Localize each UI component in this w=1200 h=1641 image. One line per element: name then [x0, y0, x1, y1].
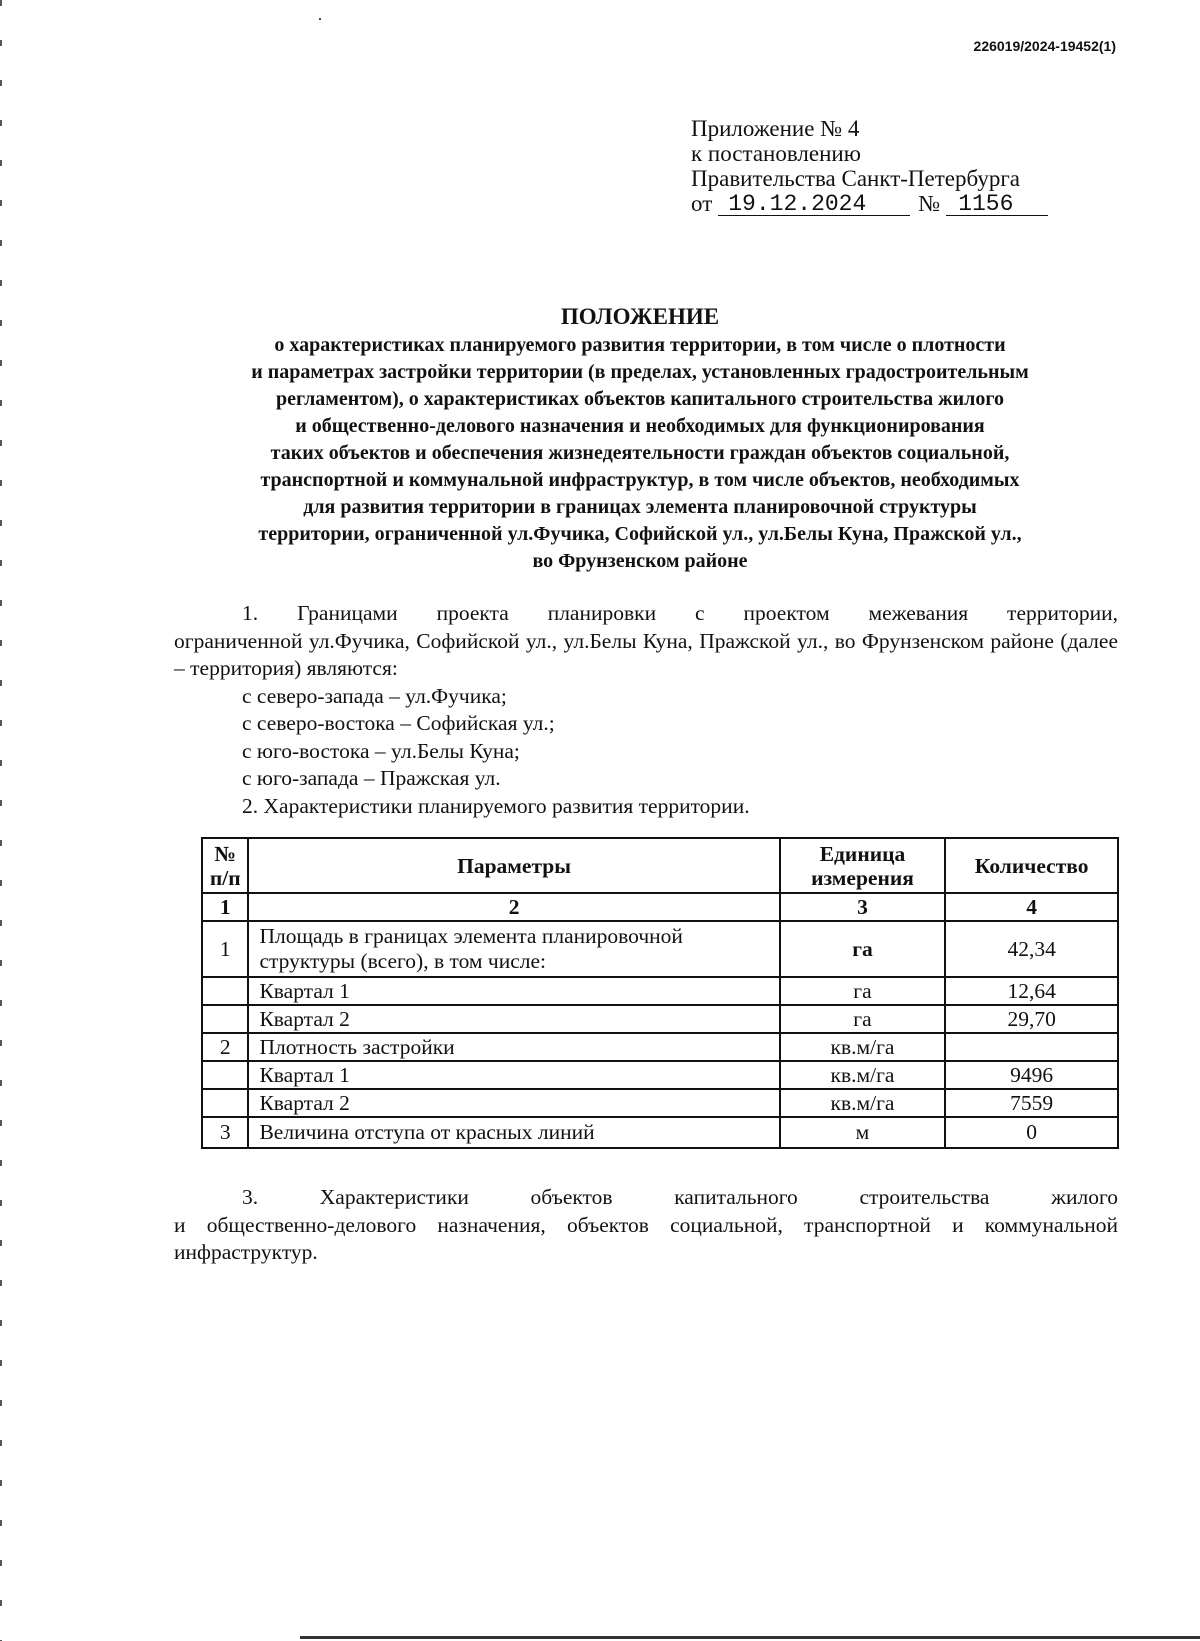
title-line: территории, ограниченной ул.Фучика, Софийской ул., ул.Белы Куна, Пражской ул.,	[258, 523, 1022, 545]
row-parameter: Площадь в границах элемента планировочной структуры (всего), в том числе:	[248, 921, 779, 977]
row-unit: кв.м/га	[780, 1089, 946, 1117]
resolution-number: 1156	[946, 193, 1048, 216]
row-parameter: Величина отступа от красных линий	[248, 1117, 779, 1148]
row-parameter: Квартал 2	[248, 1089, 779, 1117]
appendix-date-row	[691, 191, 1048, 216]
row-number	[202, 1061, 248, 1089]
row-number	[202, 1005, 248, 1033]
table-row	[202, 1061, 1118, 1089]
table-row	[202, 1005, 1118, 1033]
header-number: № п/п	[202, 838, 248, 893]
row-quantity: 12,64	[945, 977, 1118, 1005]
row-quantity: 9496	[945, 1061, 1118, 1089]
title-line: о характеристиках планируемого развития территории, в том числе о плотности	[274, 334, 1006, 356]
title-line: таких объектов и обеспечения жизнедеятельности граждан объектов социальной,	[270, 442, 1010, 464]
row-unit: кв.м/га	[780, 1061, 946, 1089]
title-subtitle	[160, 332, 1120, 575]
from-label: от	[691, 191, 713, 216]
column-number: 1	[202, 893, 248, 921]
title-line: и параметрах застройки территории (в пределах, установленных градостроительным	[251, 361, 1029, 383]
row-quantity: 7559	[945, 1089, 1118, 1117]
row-unit: кв.м/га	[780, 1033, 946, 1061]
section-1	[174, 600, 1118, 820]
number-label: №	[918, 191, 941, 216]
title-line: во Фрунзенском районе	[532, 550, 748, 572]
row-parameter: Плотность застройки	[248, 1033, 779, 1061]
column-number: 2	[248, 893, 779, 921]
table-row	[202, 1033, 1118, 1061]
title-line: регламентом), о характеристиках объектов капитального строительства жилого	[276, 388, 1004, 410]
row-parameter: Квартал 2	[248, 1005, 779, 1033]
row-number	[202, 1089, 248, 1117]
row-parameter: Квартал 1	[248, 977, 779, 1005]
column-number: 4	[945, 893, 1118, 921]
title-line: для развития территории в границах элемента планировочной структуры	[303, 496, 977, 518]
table-row	[202, 1117, 1118, 1148]
appendix-line-2: к постановлению	[691, 141, 861, 166]
boundary-item: с северо-востока – Софийская ул.;	[242, 711, 555, 735]
boundary-item: с северо-запада – ул.Фучика;	[242, 683, 507, 708]
row-unit: га	[780, 977, 946, 1005]
table-column-numbers-row	[202, 893, 1118, 921]
row-number	[202, 977, 248, 1005]
header-unit: Единица измерения	[780, 838, 946, 893]
section-2-heading: 2. Характеристики планируемого развития территории.	[242, 793, 750, 818]
table-row	[202, 977, 1118, 1005]
boundary-item: с юго-запада – Пражская ул.	[242, 766, 501, 790]
row-unit: га	[780, 921, 946, 977]
title-line: транспортной и коммунальной инфраструктур, в том числе объектов, необходимых	[260, 469, 1020, 491]
registration-number: 226019/2024-19452(1)	[973, 38, 1116, 54]
scan-speck	[319, 18, 321, 20]
row-quantity: 29,70	[945, 1005, 1118, 1033]
row-parameter: Квартал 1	[248, 1061, 779, 1089]
row-quantity: 0	[945, 1117, 1118, 1148]
title-line: и общественно-делового назначения и необходимых для функционирования	[295, 415, 985, 437]
resolution-date: 19.12.2024	[718, 193, 910, 216]
section-1-text: ограниченной ул.Фучика, Софийской ул., ул.Белы Куна, Пражской ул., во Фрунзенском районе (далее – территория) являются:	[174, 628, 1118, 680]
section-3-text: и общественно-делового назначения, объектов социальной, транспортной и коммунальной инфраструктур.	[174, 1212, 1118, 1264]
boundary-item: с юго-востока – ул.Белы Куна;	[242, 738, 520, 763]
section-1-first-line: 1. Границами проекта планировки с проектом межевания территории,	[242, 601, 1118, 625]
appendix-line-1: Приложение № 4	[691, 116, 860, 141]
row-quantity: 42,34	[945, 921, 1118, 977]
table-row	[202, 1089, 1118, 1117]
row-quantity	[945, 1033, 1118, 1061]
table-header-row	[202, 838, 1118, 893]
scan-bottom-edge	[300, 1636, 1200, 1639]
appendix-line-3: Правительства Санкт-Петербурга	[691, 166, 1020, 191]
row-number: 1	[202, 921, 248, 977]
row-number: 2	[202, 1033, 248, 1061]
row-unit: м	[780, 1117, 946, 1148]
section-3	[174, 1184, 1118, 1267]
table-row	[202, 921, 1118, 977]
characteristics-table	[201, 837, 1119, 1149]
row-number: 3	[202, 1117, 248, 1148]
header-quantity: Количество	[945, 838, 1118, 893]
document-title	[160, 302, 1120, 575]
scan-edge-artifact	[0, 0, 2, 1641]
section-3-first-line: 3. Характеристики объектов капитального строительства жилого	[242, 1185, 1118, 1209]
column-number: 3	[780, 893, 946, 921]
row-unit: га	[780, 1005, 946, 1033]
appendix-block	[691, 116, 1048, 216]
title-main: ПОЛОЖЕНИЕ	[560, 304, 720, 329]
header-parameters: Параметры	[248, 838, 779, 893]
